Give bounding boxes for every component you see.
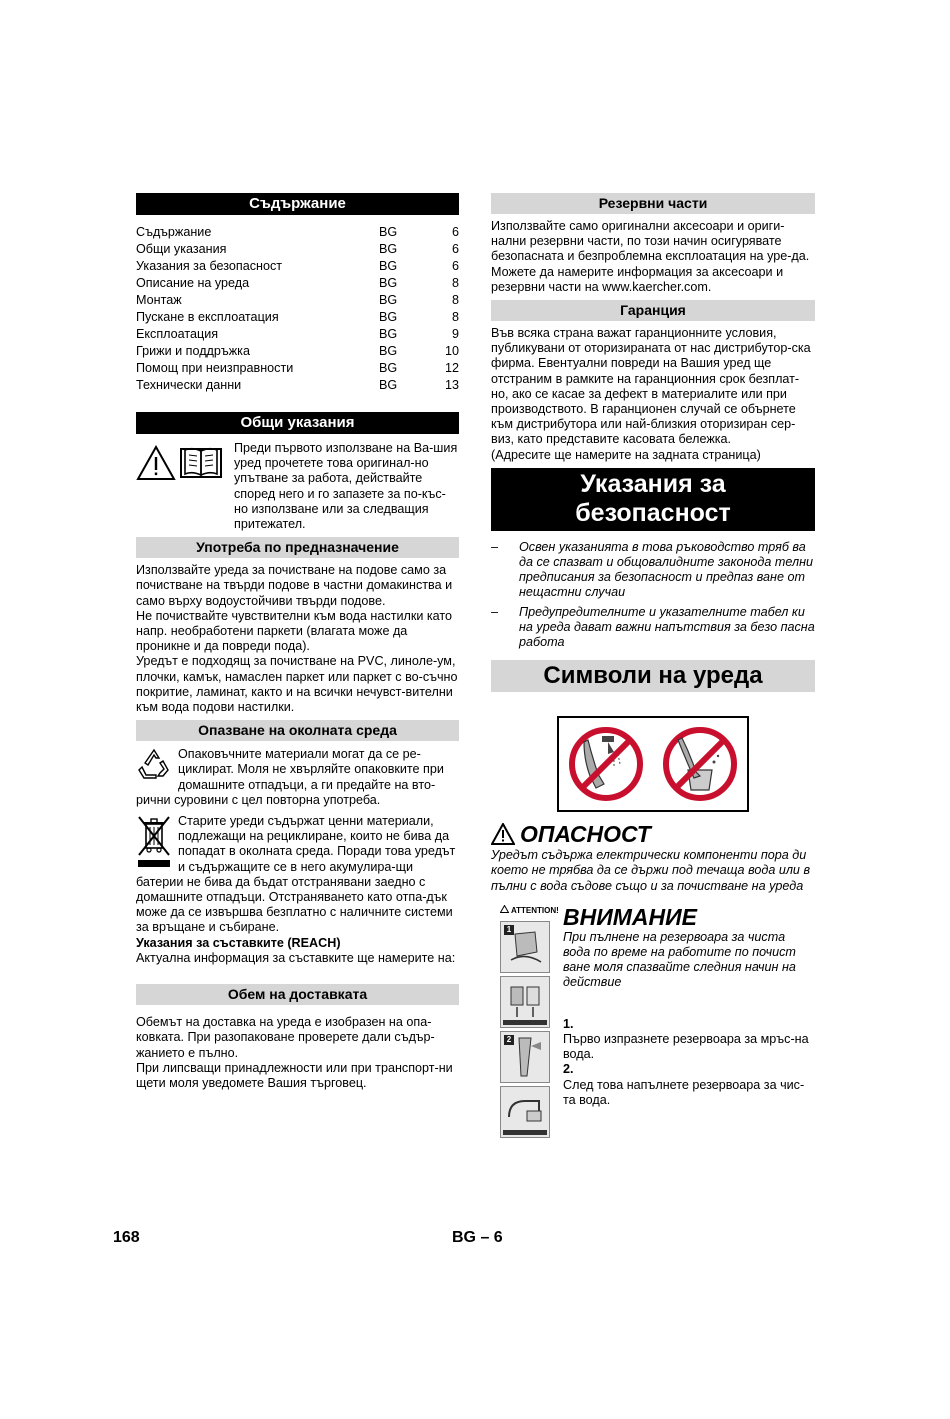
toc-row (136, 241, 459, 258)
delivery-p1: Обемът на доставка на уреда е изобразен на опа-ковката. При разопаковане проверете дали съдър-жанието е пълно. (136, 1015, 435, 1060)
environment-recycle-para (136, 747, 459, 808)
caution-step2-text: След това напълнете резервоара за чис-та вода. (563, 1077, 805, 1107)
no-running-water-icon (568, 726, 644, 802)
step-image-2 (500, 976, 550, 1028)
fresh-water-tank-icon (501, 1087, 549, 1137)
intended-use-p3: Уредът е подходящ за почистване на PVC, линоле-ум, плочки, камък, намаслен паркет или паркет с во-съчно покритие, ламинат, както и на всички нечувст-вителни към вода подови настилки. (136, 654, 458, 715)
toc-item-title: Описание на уреда (136, 276, 250, 290)
right-column (491, 193, 815, 1138)
warning-icon (136, 445, 176, 481)
toc-item-lang: BG (379, 344, 398, 358)
caution-text: При пълнене на резервоара за чиста вода по време на работите по почист ване моля спазвайте следния начин на действие (563, 929, 796, 990)
safety-item-1 (491, 540, 815, 601)
toc-row (136, 224, 459, 241)
caution-content (563, 904, 815, 1138)
toc-item-title: Помощ при неизправности (136, 361, 294, 375)
toc-item-lang: BG (379, 327, 398, 341)
intended-use-p2: Не почиствайте чувствителни към вода настилки като напр. необработени паркети (влагата може да проникне и да повреди пода). (136, 608, 453, 654)
intended-use-p1: Използвайте уреда за почистване на подове само за почистване на твърди подове в частни домакинства и само върху водоустойчиви твърди подове. (136, 563, 453, 608)
toc-row (136, 275, 459, 292)
toc-row (136, 292, 459, 309)
attention-label (500, 904, 563, 918)
toc-list (136, 224, 459, 394)
environment-heading: Опазване на околната среда (136, 720, 459, 741)
step-image-3 (500, 1031, 550, 1083)
toc-row (136, 258, 459, 275)
caution-step2-number: 2. (563, 1062, 574, 1077)
danger-heading-row (491, 820, 815, 848)
manual-book-icon (180, 445, 222, 481)
toc-item-title: Експлоатация (136, 327, 219, 341)
toc-item-lang: BG (379, 242, 398, 256)
danger-text: Уредът съдържа електрически компоненти пора ди което не трябва да се държи под течаща вода или в пълни с вода съдове също и за почистване на уреда (491, 848, 811, 893)
toc-row (136, 326, 459, 343)
caution-step1-text: Първо изпразнете резервоара за мръс-на вода. (563, 1031, 809, 1062)
toc-item-title: Грижи и поддръжка (136, 344, 250, 358)
toc-item-title: Указания за безопасност (136, 259, 283, 273)
warranty-p2: (Адресите ще намерите на задната страница) (491, 447, 761, 462)
toc-item-title: Технически данни (136, 378, 242, 392)
general-intro-text: Преди първото използване на Ва-шия уред прочетете това оригинал-но упътване за работа, действайте според него и го запазете за по-къс-но използване или за следващия притежател. (234, 441, 458, 532)
step-image-number: 2 (504, 1035, 514, 1045)
caution-heading: ВНИМАНИЕ (563, 903, 698, 930)
safety-heading (491, 468, 815, 531)
general-heading: Общи указания (136, 412, 459, 434)
toc-item-lang: BG (379, 259, 398, 273)
toc-item-page: 12 (444, 361, 459, 375)
toc-item-lang: BG (379, 310, 398, 324)
safety-heading-line1: Указания за (580, 469, 726, 498)
toc-item-title: Общи указания (136, 242, 227, 256)
environment-p1: Опаковъчните материали могат да се ре-циклират. Моля не хвърляйте опаковките при домашните отпадъци, а ги предайте на вто-рични суровини с цел повторна употреба. (136, 747, 444, 807)
danger-heading: ОПАСНОСТ (520, 820, 651, 847)
environment-p2: Старите уреди съдържат ценни материали, подлежащи на рециклиране, които не бива да попадат в околната среда. Поради това уредът и съдържащите се в него акумулира-щи батерии не бива да бъдат отстранявани заедно с домашните отпадъци. Отстраняването като отпа-дък може да се извършва безплатно с наличните системи за връщане и събиране. (136, 814, 456, 935)
toc-item-page: 6 (451, 225, 459, 239)
spare-parts-p1: Използвайте само оригинални аксесоари и ориги-нални резервни части, по този начин осигурявате безопасната и безпроблемна експлоатация на уре-да. (491, 219, 810, 264)
general-intro (136, 441, 459, 532)
dash-marker: – (491, 539, 499, 554)
symbols-heading: Символи на уреда (491, 660, 815, 692)
warning-icon (491, 823, 515, 845)
safety-item-text: Освен указанията в това ръководство тряб ва да се спазват и общовалидните законода телни предписания за безопасност и предпаз ване от нещастни случаи (519, 539, 814, 600)
recycle-icon (136, 747, 172, 785)
toc-heading: Съдържание (136, 193, 459, 215)
page-number: 168 (113, 1229, 140, 1246)
delivery-heading: Обем на доставката (136, 984, 459, 1005)
toc-item-page: 6 (451, 242, 459, 256)
general-icons (136, 441, 234, 532)
step-image-number: 1 (504, 925, 514, 935)
warning-icon (500, 905, 509, 913)
toc-item-page: 10 (444, 344, 459, 358)
delivery-p2: При липсващи принадлежности или при транспорт-ни щети моля уведомете Вашия търговец. (136, 1060, 453, 1090)
tank-removal-icon (501, 977, 549, 1027)
toc-item-page: 8 (451, 310, 459, 324)
toc-row (136, 309, 459, 326)
toc-item-lang: BG (379, 293, 398, 307)
toc-item-lang: BG (379, 225, 398, 239)
toc-item-lang: BG (379, 378, 398, 392)
caution-step1-number: 1. (563, 1016, 574, 1031)
spare-parts-p2: Можете да намерите информация за аксесоари и резервни части на www.kaercher.com. (491, 264, 784, 294)
attention-label-text: ATTENTION! (510, 905, 559, 915)
caution-section (491, 904, 815, 1138)
section-page-label: BG – 6 (452, 1229, 503, 1246)
dash-marker: – (491, 604, 499, 619)
toc-item-page: 9 (451, 327, 459, 341)
toc-item-title: Съдържание (136, 225, 212, 239)
toc-item-lang: BG (379, 276, 398, 290)
reach-text: Актуална информация за съставките ще намерите на: (136, 950, 456, 965)
toc-item-page: 13 (444, 378, 459, 392)
safety-item-2 (491, 605, 815, 651)
crossed-bin-icon (136, 814, 172, 872)
toc-row (136, 343, 459, 360)
toc-item-title: Монтаж (136, 293, 182, 307)
toc-item-page: 8 (451, 276, 459, 290)
caution-images (491, 904, 563, 1138)
toc-item-lang: BG (379, 361, 398, 375)
toc-item-title: Пускане в експлоатация (136, 310, 279, 324)
toc-item-page: 6 (451, 259, 459, 273)
intended-use-heading: Употреба по предназначение (136, 537, 459, 558)
step-image-4 (500, 1086, 550, 1138)
safety-item-text: Предупредителните и указателните табел ки на уреда дават важни напътствия за безо пасна работа (519, 604, 815, 650)
toc-row (136, 377, 459, 394)
device-symbols-panel (557, 716, 749, 812)
left-column (136, 193, 459, 1091)
toc-item-page: 8 (451, 293, 459, 307)
toc-row (136, 360, 459, 377)
reach-heading: Указания за съставките (REACH) (136, 935, 341, 950)
safety-heading-line2: безопасност (575, 498, 731, 527)
warranty-heading: Гаранция (491, 300, 815, 321)
spare-parts-heading: Резервни части (491, 193, 815, 214)
environment-weee-para (136, 814, 459, 936)
no-immersion-icon (662, 726, 738, 802)
step-image-1 (500, 921, 550, 973)
warranty-p1: Във всяка страна важат гаранционните условия, публикувани от оторизираната от нас дистрибутор-ска фирма. Евентуални повреди на Вашия уред ще отстраним в рамките на гаранционния срок безплат-но, ако се касае за дефект в материалите или при производството. В гаранционен случай се обърнете към дистрибутора или най-близкия оторизиран сер-виз, като представите касовата бележка. (491, 326, 811, 447)
